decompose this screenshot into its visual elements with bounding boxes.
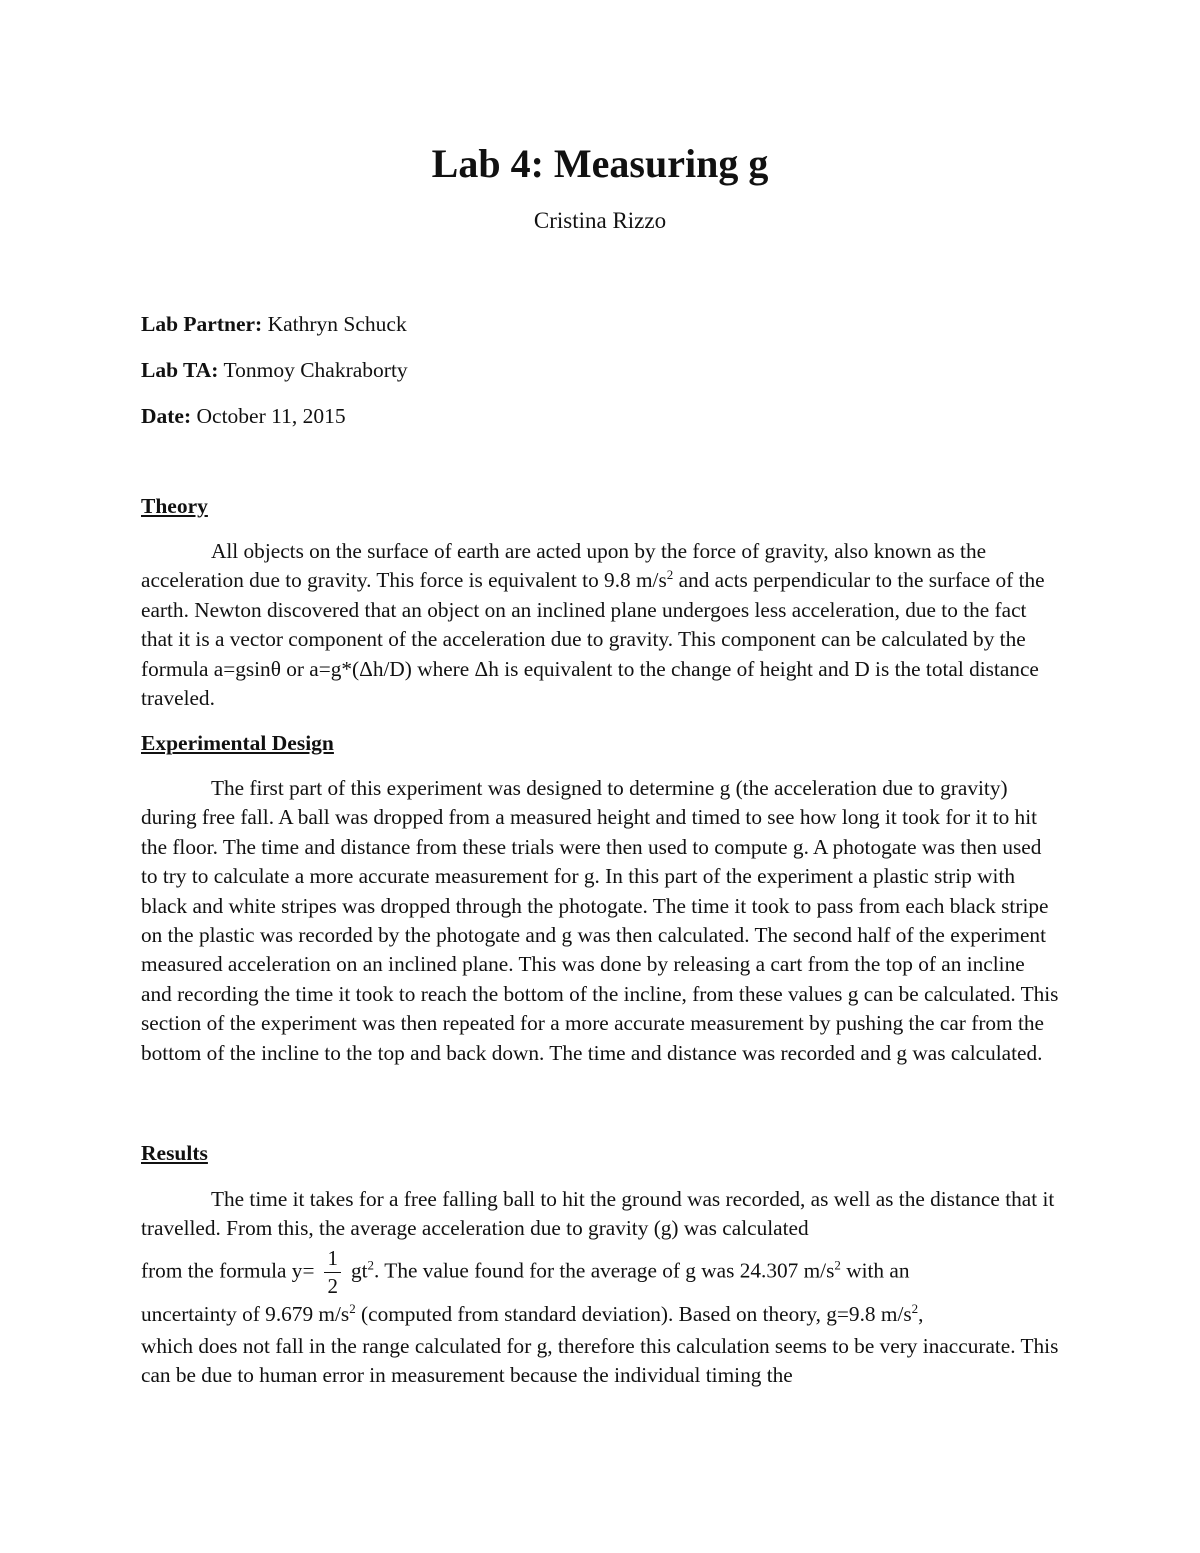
lab-partner-value: Kathryn Schuck [267,312,407,336]
formula-gt-superscript: 2 [367,1257,375,1273]
lab-ta-label: Lab TA: [141,358,219,382]
date-value: October 11, 2015 [196,404,346,428]
experimental-design-heading: Experimental Design [141,731,334,755]
theory-text-1: All objects on the surface of earth are acted upon by the force of gravity, also known as the acceleration due to gravity. This force is equivalent to 9.8 m/s [141,539,987,593]
document-title: Lab 4: Measuring g [431,141,769,186]
experimental-design-paragraph: The first part of this experiment was designed to determine g (the acceleration due to gravity) during free fall. A ball was dropped from a measured height and timed to see how long it took for it to hit the floor. The time and distance from these trials were then used to compute g. A photogate was then used to try to calculate a more accurate measurement for g. In this part of the experiment a plastic strip with black and white stripes was dropped through the photogate. The time it took to pass from each black stripe on the plastic was recorded by the photogate and g was then calculated. The second half of the experiment measured acceleration on an inclined plane. This was done by releasing a cart from the top of an incline and recording the time it took to reach the bottom of the incline, from these values g can be calculated. This section of the experiment was then repeated for a more accurate measurement by pushing the car from the bottom of the incline to the top and back down. The time and distance was recorded and g was calculated. [141,776,1059,1065]
date-line [141,404,346,429]
results-heading: Results [141,1141,208,1165]
results-paragraph-intro: The time it takes for a free falling ball to hit the ground was recorded, as well as the distance that it travelled. From this, the average acceleration due to gravity (g) was calculated [141,1187,1055,1241]
uncertainty-text-a: uncertainty of 9.679 m/s [141,1302,350,1326]
lab-partner-label: Lab Partner: [141,312,263,336]
theory-superscript: 2 [666,567,674,583]
uncertainty-text-b: (computed from standard deviation). Based on theory, g=9.8 m/s [355,1302,912,1326]
results-uncertainty-line [141,1302,923,1327]
author-name: Cristina Rizzo [533,208,667,233]
theory-text-2: and acts perpendicular to the surface of the earth. Newton discovered that an object on an inclined plane undergoes less acceleration, due to the fact that it is a vector component of the acceleration due to gravity. This component can be calculated by the formula a=gsinθ or a=g*(Δh/D) where Δh is equivalent to the change of height and D is the total distance traveled. [141,568,1045,711]
results-paragraph-continuation: which does not fall in the range calculated for g, therefore this calculation seems to be very inaccurate. This can be due to human error in measurement because the individual timing the [141,1334,1059,1388]
results-text-after-sup-a: with an [840,1258,910,1283]
lab-ta-value: Tonmoy Chakraborty [223,358,408,382]
theory-heading: Theory [141,494,208,518]
results-formula-line [141,1248,910,1297]
lab-partner-line [141,312,407,337]
formula-gt: gt [350,1258,368,1283]
one-half-fraction [324,1248,341,1297]
date-label: Date: [141,404,192,428]
uncertainty-text-c: , [918,1302,924,1326]
results-text-after-formula: . The value found for the average of g was 24.307 m/s [374,1258,835,1283]
formula-prefix: from the formula y= [141,1258,315,1283]
fraction-numerator: 1 [324,1248,341,1273]
uncertainty-superscript-b: 2 [349,1301,356,1316]
uncertainty-superscript-c: 2 [911,1301,919,1316]
theory-paragraph [141,537,1059,713]
lab-ta-line [141,358,408,383]
fraction-denominator: 2 [327,1274,338,1298]
results-superscript-a: 2 [834,1257,841,1273]
